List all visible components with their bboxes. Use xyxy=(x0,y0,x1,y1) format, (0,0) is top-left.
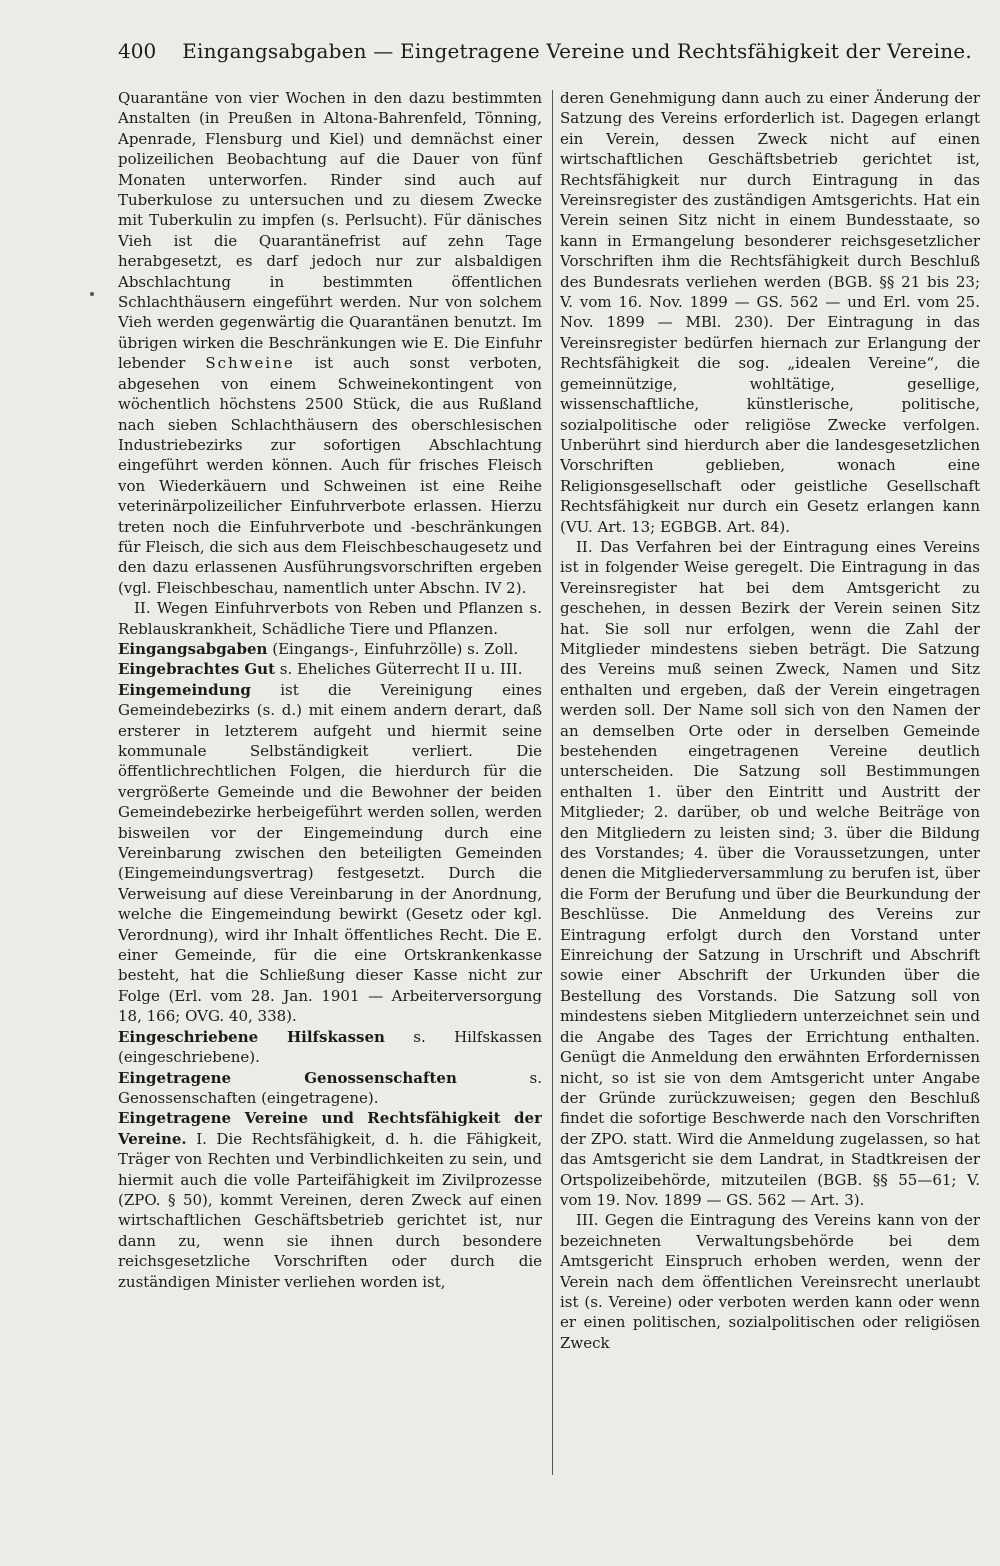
right-column xyxy=(560,88,980,1488)
entry-text: (Eingangs-, Einfuhrzölle) s. Zoll. xyxy=(272,639,519,658)
entry-eingangsabgaben xyxy=(118,639,542,659)
entry-eingemeindung xyxy=(118,680,542,1027)
page-number: 400 xyxy=(118,39,157,63)
paragraph-section-ii: II. Wegen Einfuhrverbots von Reben und Pflanzen s. Reblauskrankheit, Schädliche Tiere und Pflanzen. xyxy=(118,599,542,638)
running-title: Eingangsabgaben — Eingetragene Vereine und Rechtsfähigkeit der Vereine. xyxy=(182,39,972,63)
paragraph-quarantine: Quarantäne von vier Wochen in den dazu bestimmten Anstalten (in Preußen in Altona-Bahrenfeld, Tönning, Apenrade, Flensburg und Kiel) und demnächst einer polizeilichen Beobachtung auf die Dauer von fünf Monaten unterworfen. Rinder sind auch auf Tuberkulose zu untersuchen und zu diesem Zwecke mit Tuberkulin zu impfen (s. Perlsucht). Für dänisches Vieh ist die Quarantänefrist auf zehn Tage herabgesetzt, es darf jedoch nur zur alsbaldigen Abschlachtung in bestimmten öffentlichen Schlachthäusern eingeführt werden. Nur von solchem Vieh werden gegenwärtig die Quarantänen benutzt. Im übrigen wirken die Beschränkungen wie E. Die Einfuhr lebender Schweine ist auch sonst verboten, abgesehen von einem Schweinekontingent von wöchentlich höchstens 2500 Stück, die aus Rußland nach sieben Schlachthäusern des oberschlesischen Industriebezirks zur sofortigen Abschlachtung eingeführt werden können. Auch für frisches Fleisch von Wiederkäuern und Schweinen ist eine Reihe veterinärpolizeilicher Einfuhrverbote erlassen. Hierzu treten noch die Einfuhrverbote und -beschränkungen für Fleisch, die sich aus dem Fleischbeschaugesetz und den dazu erlassenen Ausführungsvorschriften ergeben (vgl. Fleischbeschau, namentlich unter Abschn. IV 2). xyxy=(118,89,542,597)
paragraph-section-ii-procedure: II. Das Verfahren bei der Eintragung eines Vereins ist in folgender Weise geregelt. Die Eintragung in das Vereinsregister hat bei dem Amtsgericht zu geschehen, in dessen Bezirk der Verein seinen Sitz hat. Sie soll nur erfolgen, wenn die Zahl der Mitglieder mindestens sieben beträgt. Die Satzung des Vereins muß seinen Zweck, Namen und Sitz enthalten und ergeben, daß der Verein eingetragen werden soll. Der Name soll sich von den Namen der an demselben Orte oder in derselben Gemeinde bestehenden eingetragenen Vereine deutlich unterscheiden. Die Satzung soll Bestimmungen enthalten 1. über den Eintritt und Austritt der Mitglieder; 2. darüber, ob und welche Beiträge von den Mitgliedern zu leisten sind; 3. über die Bildung des Vorstandes; 4. über die Voraussetzungen, unter denen die Mitgliederversammlung zu berufen ist, über die Form der Berufung und über die Beurkundung der Beschlüsse. Die Anmeldung des Vereins zur Eintragung erfolgt durch den Vorstand unter Einreichung der Satzung in Urschrift und Abschrift sowie einer Abschrift der Urkunden über die Bestellung des Vorstands. Die Satzung soll von mindestens sieben Mitgliedern unterzeichnet sein und die Angabe des Tages der Errichtung enthalten. Genügt die Anmeldung den erwähnten Erfordernissen nicht, so ist sie von dem Amtsgericht unter Angabe der Gründe zurückzuweisen; gegen den Beschluß findet die sofortige Beschwerde nach den Vorschriften der ZPO. statt. Wird die Anmeldung zugelassen, so hat das Amtsgericht sie dem Landrat, in Stadtkreisen der Ortspolizeibehörde, mitzuteilen (BGB. §§ 55—61; V. vom 19. Nov. 1899 — GS. 562 — Art. 3). xyxy=(560,537,980,1209)
entry-term: Eingetragene Vereine und Rechtsfähigkeit der Vereine. xyxy=(118,1109,542,1148)
column-divider xyxy=(552,90,553,1475)
entry-eingetragene-vereine xyxy=(118,1108,542,1292)
entry-text: I. Die Rechtsfähigkeit, d. h. die Fähigkeit, Träger von Rechten und Verbindlichkeiten zu sein, und hiermit auch die volle Parteifähigkeit im Zivilprozesse (ZPO. § 50), kommt Vereinen, deren Zweck auf einen wirtschaftlichen Geschäftsbetrieb gerichtet ist, nur dann zu, wenn sie ihnen durch besondere reichsgesetzliche Vorschriften oder durch die zuständigen Minister verliehen worden ist, xyxy=(118,1129,542,1291)
margin-dot xyxy=(90,292,94,296)
page-header xyxy=(118,38,972,64)
spaced-term: Schweine xyxy=(205,354,295,373)
entry-term: Eingetragene Genossenschaften xyxy=(118,1068,457,1087)
paragraph-continuation: deren Genehmigung dann auch zu einer Änderung der Satzung des Vereins erforderlich ist. Dagegen erlangt ein Verein, dessen Zweck nicht auf einen wirtschaftlichen Geschäftsbetrieb gerichtet ist, Rechtsfähigkeit nur durch Eintragung in das Vereinsregister des zuständigen Amtsgerichts. Hat ein Verein seinen Sitz nicht in einem Bundesstaate, so kann in Ermangelung besonderer reichsgesetzlicher Vorschriften ihm die Rechtsfähigkeit durch Beschluß des Bundesrats verliehen werden (BGB. §§ 21 bis 23; V. vom 16. Nov. 1899 — GS. 562 — und Erl. vom 25. Nov. 1899 — MBl. 230). Der Eintragung in das Vereinsregister bedürfen hiernach zur Erlangung der Rechtsfähigkeit die sog. „idealen Vereine“, die gemeinnützige, wohltätige, gesellige, wissenschaftliche, künstlerische, politische, sozialpolitische oder religiöse Zwecke verfolgen. Unberührt sind hierdurch aber die landesgesetzlichen Vorschriften geblieben, wonach eine Religionsgesellschaft oder geistliche Gesellschaft Rechtsfähigkeit nur durch ein Gesetz erlangen kann (VU. Art. 13; EGBGB. Art. 84). xyxy=(560,89,980,536)
entry-term: Eingangsabgaben xyxy=(118,639,268,658)
entry-eingetragene-genossenschaften xyxy=(118,1068,542,1109)
paragraph-section-iii: III. Gegen die Eintragung des Vereins kann von der bezeichneten Verwaltungsbehörde bei dem Amtsgericht Einspruch erhoben werden, wenn der Verein nach dem öffentlichen Vereinsrecht unerlaubt ist (s. Vereine) oder verboten werden kann oder wenn er einen politischen, sozialpolitischen oder religiösen Zweck xyxy=(560,1211,980,1352)
entry-text: ist die Vereinigung eines Gemeindebezirks (s. d.) mit einem andern derart, daß ersterer in letzterem aufgeht und hiermit seine kommunale Selbständigkeit verliert. Die öffentlichrechtlichen Folgen, die hierdurch für die vergrößerte Gemeinde und die Bewohner der beiden Gemeindebezirke herbeigeführt werden sollen, werden bisweilen vor der Eingemeindung durch eine Vereinbarung zwischen den beteiligten Gemeinden (Eingemeindungsvertrag) festgesetzt. Durch die Verweisung auf diese Vereinbarung in der Anordnung, welche die Eingemeindung bewirkt (Gesetz oder kgl. Verordnung), wird ihr Inhalt öffentliches Recht. Die E. einer Gemeinde, für die eine Ortskrankenkasse besteht, hat die Schließung dieser Kasse nicht zur Folge (Erl. vom 28. Jan. 1901 — Arbeiterversorgung 18, 166; OVG. 40, 338). xyxy=(118,680,542,1026)
left-column xyxy=(118,88,542,1488)
entry-eingeschriebene-hilfskassen xyxy=(118,1027,542,1068)
entry-eingebrachtes-gut xyxy=(118,659,542,679)
entry-term: Eingebrachtes Gut xyxy=(118,660,276,679)
entry-text: s. Eheliches Güterrecht II u. III. xyxy=(279,660,523,679)
entry-term: Eingemeindung xyxy=(118,680,251,699)
entry-text: s. Hilfskassen (eingeschriebene). xyxy=(118,1027,542,1067)
entry-text: s. Genossenschaften (eingetragene). xyxy=(118,1068,542,1107)
entry-term: Eingeschriebene Hilfskassen xyxy=(118,1027,385,1046)
